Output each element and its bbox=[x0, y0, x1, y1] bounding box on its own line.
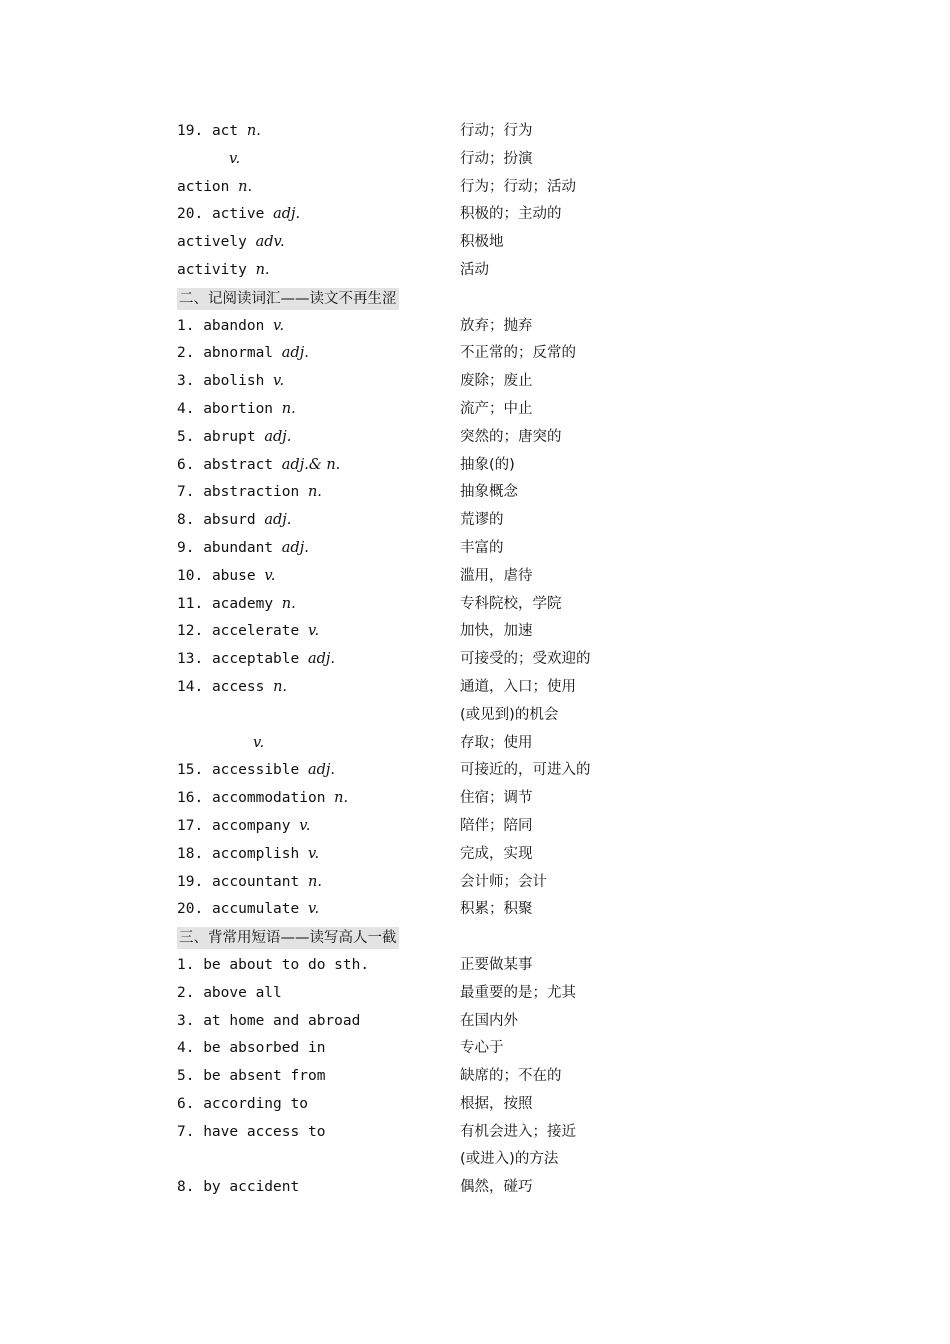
item-number: 8. bbox=[177, 1179, 195, 1196]
vocab-row bbox=[0, 479, 950, 507]
chinese-meaning: 积极的；主动的 bbox=[460, 206, 562, 223]
term bbox=[177, 757, 335, 785]
part-of-speech: adj. bbox=[273, 206, 301, 223]
vocab-row bbox=[0, 146, 950, 174]
term bbox=[177, 1174, 299, 1202]
term bbox=[177, 563, 275, 591]
english-word: abstraction bbox=[203, 484, 300, 501]
english-word: abrupt bbox=[203, 428, 256, 445]
item-number: 5. bbox=[177, 1068, 195, 1085]
vocab-row bbox=[0, 896, 950, 924]
chinese-meaning: 偶然，碰巧 bbox=[460, 1179, 533, 1196]
vocab-row bbox=[0, 1035, 950, 1063]
chinese-meaning: 放弃；抛弃 bbox=[460, 317, 533, 334]
vocab-row bbox=[0, 368, 950, 396]
item-number: 1. bbox=[177, 956, 195, 973]
item-number: 4. bbox=[177, 400, 195, 417]
part-of-speech: v. bbox=[264, 567, 276, 584]
part-of-speech: v. bbox=[273, 373, 285, 390]
chinese-meaning: 会计师；会计 bbox=[460, 873, 547, 890]
chinese-meaning: 行动；行为 bbox=[460, 123, 533, 139]
part-of-speech: n. bbox=[255, 261, 270, 278]
chinese-meaning: 抽象(的) bbox=[460, 456, 515, 473]
term bbox=[177, 674, 287, 702]
part-of-speech: n. bbox=[307, 484, 322, 501]
term bbox=[177, 813, 310, 841]
part-of-speech: adv. bbox=[255, 234, 285, 251]
part-of-speech: n. bbox=[334, 790, 349, 807]
item-number: 9. bbox=[177, 539, 195, 556]
vocab-row bbox=[0, 257, 950, 285]
chinese-meaning: 在国内外 bbox=[460, 1012, 518, 1029]
vocab-row bbox=[0, 201, 950, 229]
term bbox=[177, 591, 296, 619]
item-number: 2. bbox=[177, 345, 195, 362]
part-of-speech: n. bbox=[281, 400, 296, 417]
english-word: actively bbox=[177, 234, 247, 251]
vocab-row bbox=[0, 591, 950, 619]
item-number: 17. bbox=[177, 817, 204, 834]
item-number: 3. bbox=[177, 1012, 195, 1029]
chinese-meaning: 突然的；唐突的 bbox=[460, 428, 562, 445]
term bbox=[177, 229, 285, 257]
chinese-meaning: 抽象概念 bbox=[460, 484, 518, 501]
vocab-row bbox=[0, 535, 950, 563]
term bbox=[177, 869, 322, 897]
vocab-row bbox=[0, 869, 950, 897]
chinese-meaning: 正要做某事 bbox=[460, 956, 533, 973]
section-heading: 三、背常用短语——读写高人一截 bbox=[177, 927, 399, 949]
chinese-meaning: 存取；使用 bbox=[460, 734, 533, 751]
item-number: 1. bbox=[177, 317, 195, 334]
english-word: activity bbox=[177, 261, 247, 278]
chinese-meaning: 通道，入口；使用 bbox=[460, 678, 576, 695]
chinese-meaning: 专心于 bbox=[460, 1040, 504, 1057]
term bbox=[177, 146, 240, 174]
item-number: 6. bbox=[177, 456, 195, 473]
term bbox=[177, 396, 296, 424]
part-of-speech: v. bbox=[307, 901, 320, 918]
term bbox=[177, 535, 309, 563]
chinese-meaning: 缺席的；不在的 bbox=[460, 1068, 562, 1085]
item-number: 20. bbox=[177, 901, 204, 918]
term bbox=[177, 340, 309, 368]
chinese-meaning: 根据，按照 bbox=[460, 1095, 533, 1112]
english-word: act bbox=[211, 123, 239, 139]
chinese-meaning: 加快，加速 bbox=[460, 623, 533, 640]
term bbox=[177, 257, 270, 285]
vocab-row bbox=[0, 424, 950, 452]
chinese-meaning: 行动；扮演 bbox=[460, 150, 533, 167]
vocab-row bbox=[0, 1091, 950, 1119]
chinese-meaning: 丰富的 bbox=[460, 539, 504, 556]
chinese-meaning: 陪伴；陪同 bbox=[460, 817, 533, 834]
item-number: 12. bbox=[177, 623, 204, 640]
chinese-meaning: 专科院校，学院 bbox=[460, 595, 562, 612]
term bbox=[177, 646, 335, 674]
item-number: 7. bbox=[177, 1123, 195, 1140]
term bbox=[177, 980, 282, 1008]
vocab-row bbox=[0, 229, 950, 257]
term bbox=[177, 1035, 325, 1063]
item-number: 5. bbox=[177, 428, 195, 445]
english-word: accommodation bbox=[211, 790, 326, 807]
term bbox=[177, 841, 319, 869]
item-number: 10. bbox=[177, 567, 204, 584]
part-of-speech: adj.& n. bbox=[281, 456, 341, 473]
english-word: absurd bbox=[203, 512, 256, 529]
section-heading-row bbox=[0, 924, 950, 952]
part-of-speech: n. bbox=[281, 595, 296, 612]
term bbox=[177, 1063, 325, 1091]
chinese-meaning: 不正常的；反常的 bbox=[460, 345, 576, 362]
term bbox=[177, 952, 369, 980]
vocab-row bbox=[0, 507, 950, 535]
part-of-speech: n. bbox=[307, 873, 322, 890]
chinese-meaning: 最重要的是；尤其 bbox=[460, 984, 576, 1001]
term bbox=[177, 368, 284, 396]
part-of-speech: n. bbox=[273, 678, 288, 695]
vocab-row bbox=[0, 813, 950, 841]
part-of-speech: adj. bbox=[307, 762, 336, 779]
term bbox=[177, 1008, 360, 1036]
english-word: accelerate bbox=[211, 623, 300, 640]
vocab-row bbox=[0, 702, 950, 730]
chinese-meaning: 流产；中止 bbox=[460, 400, 533, 417]
vocab-row bbox=[0, 452, 950, 480]
english-word: abuse bbox=[211, 567, 256, 584]
item-number: 8. bbox=[177, 512, 195, 529]
item-number: 3. bbox=[177, 373, 195, 390]
item-number: 2. bbox=[177, 984, 195, 1001]
chinese-meaning: 积累；积聚 bbox=[460, 901, 533, 918]
english-word: access bbox=[211, 678, 265, 695]
vocab-row bbox=[0, 1063, 950, 1091]
part-of-speech: v. bbox=[273, 317, 285, 334]
vocab-row bbox=[0, 1119, 950, 1147]
part-of-speech: v. bbox=[253, 734, 265, 751]
part-of-speech: adj. bbox=[264, 428, 292, 445]
part-of-speech: adj. bbox=[281, 345, 309, 362]
english-word: abortion bbox=[203, 400, 274, 417]
vocab-row bbox=[0, 952, 950, 980]
part-of-speech: v. bbox=[307, 845, 320, 862]
chinese-meaning: 可接近的，可进入的 bbox=[460, 762, 591, 779]
item-number: 7. bbox=[177, 484, 195, 501]
english-word: active bbox=[211, 206, 265, 223]
item-number: 15. bbox=[177, 762, 204, 779]
vocab-row bbox=[0, 340, 950, 368]
vocab-row bbox=[0, 757, 950, 785]
vocab-row bbox=[0, 174, 950, 202]
term bbox=[177, 479, 322, 507]
english-word: by accident bbox=[203, 1179, 300, 1196]
english-word: accessible bbox=[211, 762, 300, 779]
part-of-speech: v. bbox=[299, 817, 311, 834]
english-word: be absorbed in bbox=[203, 1040, 326, 1057]
item-number: 18. bbox=[177, 845, 204, 862]
chinese-meaning: 积极地 bbox=[460, 234, 504, 251]
term bbox=[177, 313, 284, 341]
item-number: 13. bbox=[177, 651, 204, 668]
part-of-speech: n. bbox=[238, 178, 253, 195]
vocab-row bbox=[0, 730, 950, 758]
chinese-meaning: 住宿；调节 bbox=[460, 790, 533, 807]
chinese-meaning: 完成，实现 bbox=[460, 845, 533, 862]
term bbox=[177, 730, 264, 758]
vocab-row bbox=[0, 980, 950, 1008]
vocab-row bbox=[0, 118, 950, 146]
english-word: accompany bbox=[211, 817, 291, 834]
term bbox=[177, 618, 319, 646]
part-of-speech: adj. bbox=[264, 512, 292, 529]
vocab-row bbox=[0, 1174, 950, 1202]
vocab-row bbox=[0, 1008, 950, 1036]
vocab-row bbox=[0, 674, 950, 702]
vocab-row bbox=[0, 785, 950, 813]
vocab-row bbox=[0, 313, 950, 341]
term bbox=[177, 507, 291, 535]
section-heading-row bbox=[0, 285, 950, 313]
part-of-speech: v. bbox=[307, 623, 320, 640]
vocab-row bbox=[0, 618, 950, 646]
part-of-speech: adj. bbox=[307, 651, 336, 668]
item-number: 16. bbox=[177, 790, 204, 807]
chinese-meaning: 活动 bbox=[460, 261, 489, 278]
english-word: be about to do sth. bbox=[203, 956, 370, 973]
part-of-speech: v. bbox=[229, 150, 241, 167]
english-word: acceptable bbox=[211, 651, 300, 668]
term bbox=[177, 1091, 308, 1119]
chinese-meaning: (或见到)的机会 bbox=[460, 706, 559, 723]
term bbox=[177, 785, 348, 813]
vocabulary-document bbox=[0, 118, 950, 1202]
chinese-meaning: 可接受的；受欢迎的 bbox=[460, 651, 591, 668]
english-word: abundant bbox=[203, 539, 274, 556]
english-word: abnormal bbox=[203, 345, 274, 362]
english-word: be absent from bbox=[203, 1068, 326, 1085]
term bbox=[177, 452, 340, 480]
item-number: 19. bbox=[177, 873, 204, 890]
item-number: 6. bbox=[177, 1095, 195, 1112]
english-word: accomplish bbox=[211, 845, 300, 862]
chinese-meaning: 废除；废止 bbox=[460, 373, 533, 390]
english-word: action bbox=[177, 178, 230, 195]
english-word: at home and abroad bbox=[203, 1012, 361, 1029]
vocab-row bbox=[0, 396, 950, 424]
term bbox=[177, 201, 300, 229]
item-number: 14. bbox=[177, 678, 204, 695]
vocab-row bbox=[0, 1146, 950, 1174]
item-number: 20. bbox=[177, 206, 204, 223]
part-of-speech: n. bbox=[246, 123, 261, 139]
vocab-row bbox=[0, 841, 950, 869]
vocab-row bbox=[0, 646, 950, 674]
term bbox=[177, 896, 319, 924]
english-word: accountant bbox=[211, 873, 300, 890]
item-number: 19. bbox=[177, 123, 204, 139]
english-word: have access to bbox=[203, 1123, 326, 1140]
english-word: accumulate bbox=[211, 901, 300, 918]
term bbox=[177, 118, 261, 146]
term bbox=[177, 424, 291, 452]
term bbox=[177, 1119, 325, 1147]
chinese-meaning: (或进入)的方法 bbox=[460, 1151, 559, 1168]
english-word: abandon bbox=[203, 317, 265, 334]
english-word: above all bbox=[203, 984, 282, 1001]
item-number: 4. bbox=[177, 1040, 195, 1057]
english-word: according to bbox=[203, 1095, 308, 1112]
chinese-meaning: 有机会进入；接近 bbox=[460, 1123, 576, 1140]
item-number: 11. bbox=[177, 595, 204, 612]
section-heading: 二、记阅读词汇——读文不再生涩 bbox=[177, 288, 399, 310]
english-word: abolish bbox=[203, 373, 265, 390]
term bbox=[177, 174, 252, 202]
chinese-meaning: 行为；行动；活动 bbox=[460, 178, 576, 195]
english-word: abstract bbox=[203, 456, 274, 473]
chinese-meaning: 滥用，虐待 bbox=[460, 567, 533, 584]
vocab-row bbox=[0, 563, 950, 591]
english-word: academy bbox=[211, 595, 274, 612]
part-of-speech: adj. bbox=[281, 539, 309, 556]
chinese-meaning: 荒谬的 bbox=[460, 512, 504, 529]
